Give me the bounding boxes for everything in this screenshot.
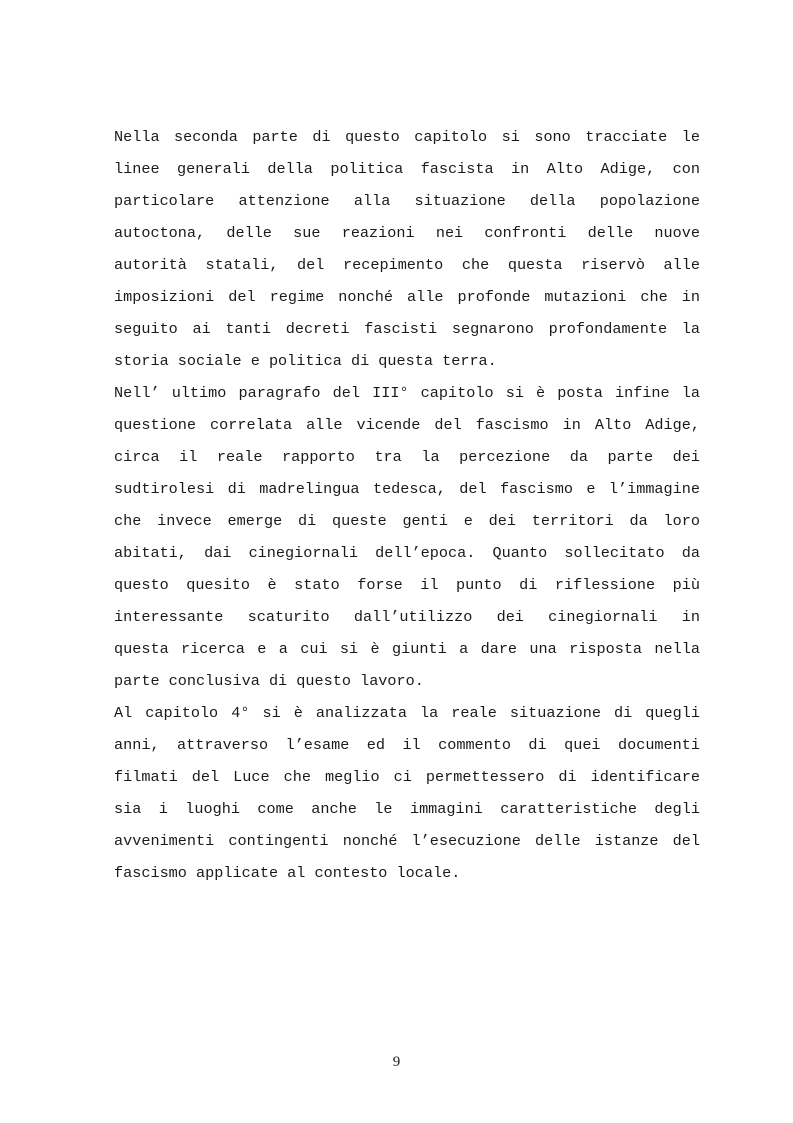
- text-line: storia sociale e politica di questa terra.: [114, 352, 497, 370]
- text-line: sia i luoghi come anche le immagini caratteristiche degli: [114, 800, 700, 818]
- text-line: autoctona, delle sue reazioni nei confronti delle nuove: [114, 224, 700, 242]
- text-line: avvenimenti contingenti nonché l’esecuzione delle istanze del: [114, 832, 700, 850]
- text-line: filmati del Luce che meglio ci permettessero di identificare: [114, 768, 700, 786]
- text-line: sudtirolesi di madrelingua tedesca, del fascismo e l’immagine: [114, 480, 700, 498]
- text-line: anni, attraverso l’esame ed il commento di quei documenti: [114, 736, 700, 754]
- page-number: 9: [392, 1054, 401, 1070]
- text-line: particolare attenzione alla situazione della popolazione: [114, 192, 700, 210]
- text-line: linee generali della politica fascista in Alto Adige, con: [114, 160, 700, 178]
- text-line: circa il reale rapporto tra la percezione da parte dei: [114, 448, 700, 466]
- text-line: questa ricerca e a cui si è giunti a dare una risposta nella: [114, 640, 700, 658]
- text-line: seguito ai tanti decreti fascisti segnarono profondamente la: [114, 320, 700, 338]
- text-line: interessante scaturito dall’utilizzo dei cinegiornali in: [114, 608, 700, 626]
- text-line: che invece emerge di queste genti e dei territori da loro: [114, 512, 700, 530]
- text-line: abitati, dai cinegiornali dell’epoca. Quanto sollecitato da: [114, 544, 700, 562]
- text-line: autorità statali, del recepimento che questa riservò alle: [114, 256, 700, 274]
- text-line: imposizioni del regime nonché alle profonde mutazioni che in: [114, 288, 700, 306]
- text-line: Nell’ ultimo paragrafo del III° capitolo si è posta infine la: [114, 384, 700, 402]
- text-line: fascismo applicate al contesto locale.: [114, 864, 461, 882]
- text-line: parte conclusiva di questo lavoro.: [114, 672, 424, 690]
- text-line: Al capitolo 4° si è analizzata la reale situazione di quegli: [114, 704, 700, 722]
- body-text: [114, 124, 700, 892]
- text-line: questione correlata alle vicende del fascismo in Alto Adige,: [114, 416, 700, 434]
- text-line: Nella seconda parte di questo capitolo si sono tracciate le: [114, 128, 700, 146]
- text-line: questo quesito è stato forse il punto di riflessione più: [114, 576, 700, 594]
